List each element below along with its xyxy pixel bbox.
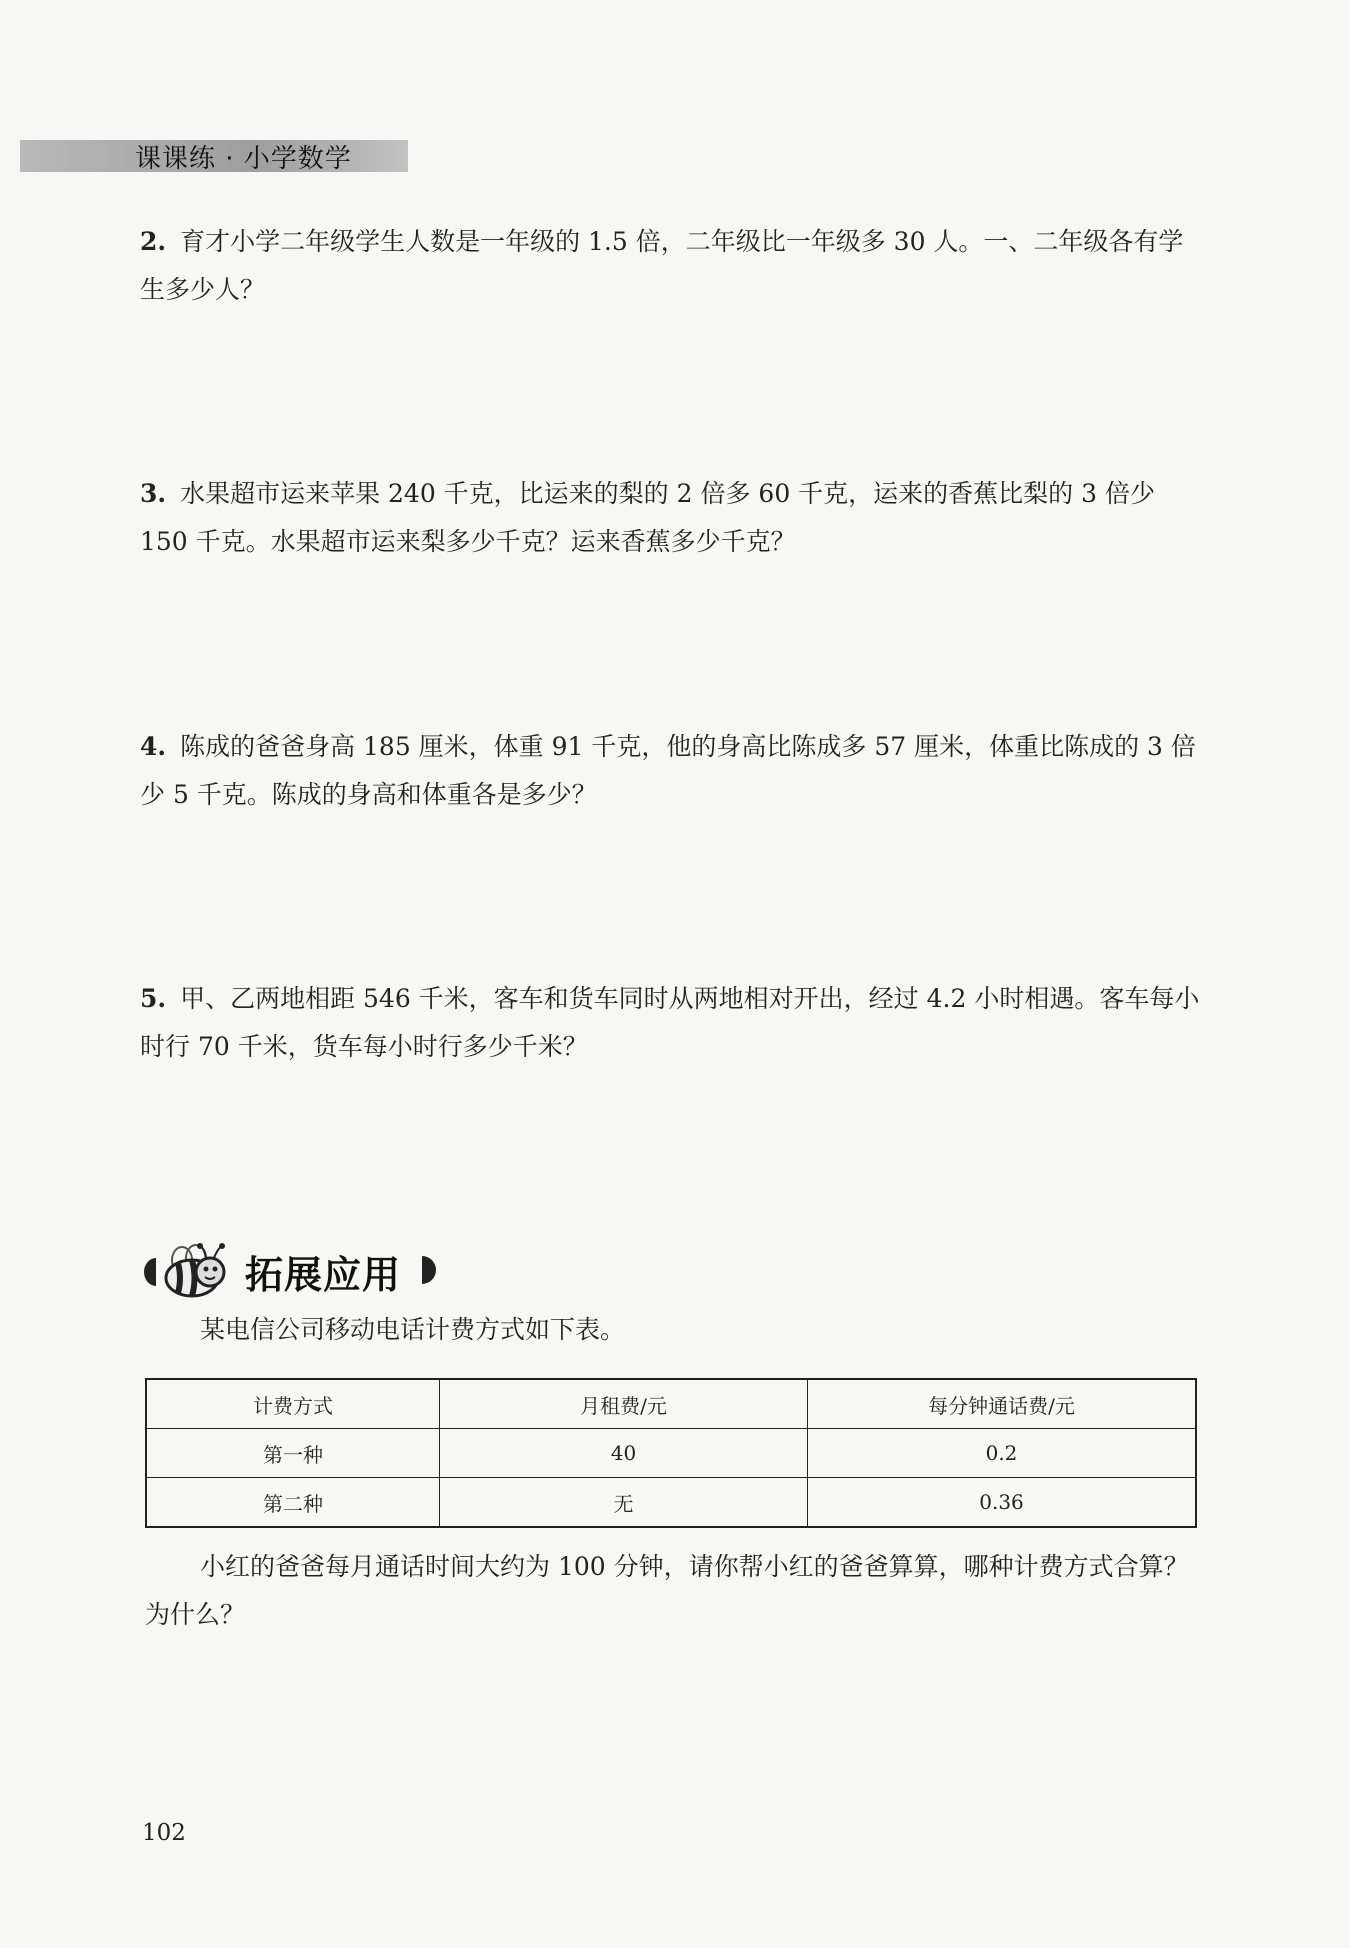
closing-question: 小红的爸爸每月通话时间大约为 100 分钟，请你帮小红的爸爸算算，哪种计费方式合算？为什么？ xyxy=(145,1552,1189,1629)
section-title-end-cap xyxy=(422,1256,436,1284)
question-3 xyxy=(140,470,1200,566)
section-intro: 某电信公司移动电话计费方式如下表。 xyxy=(200,1315,626,1344)
table-cell: 0.36 xyxy=(808,1478,1197,1528)
table-row xyxy=(146,1429,1196,1478)
question-number: 4. xyxy=(140,732,167,761)
fee-table xyxy=(145,1378,1197,1528)
bee-icon xyxy=(140,1238,240,1302)
section-title: 拓展应用 xyxy=(245,1253,402,1297)
table-cell: 40 xyxy=(440,1429,808,1478)
header-title: 课课练 · 小学数学 xyxy=(135,144,352,174)
table-header: 月租费/元 xyxy=(440,1379,808,1429)
question-number: 5. xyxy=(140,984,167,1013)
question-text: 水果超市运来苹果 240 千克，比运来的梨的 2 倍多 60 千克，运来的香蕉比梨的 3 倍少 150 千克。水果超市运来梨多少千克？运来香蕉多少千克？ xyxy=(140,479,1155,556)
table-header-row xyxy=(146,1379,1196,1429)
question-text: 陈成的爸爸身高 185 厘米，体重 91 千克，他的身高比陈成多 57 厘米，体重比陈成的 3 倍少 5 千克。陈成的身高和体重各是多少？ xyxy=(140,732,1196,809)
table-row xyxy=(146,1478,1196,1528)
table-header: 计费方式 xyxy=(146,1379,440,1429)
table-cell: 无 xyxy=(440,1478,808,1528)
table-cell: 第一种 xyxy=(146,1429,440,1478)
table-cell: 0.2 xyxy=(808,1429,1197,1478)
table-cell: 第二种 xyxy=(146,1478,440,1528)
page-number: 102 xyxy=(142,1820,186,1846)
question-4 xyxy=(140,723,1200,819)
question-number: 3. xyxy=(140,479,167,508)
question-text: 育才小学二年级学生人数是一年级的 1.5 倍，二年级比一年级多 30 人。一、二年级各有学生多少人？ xyxy=(140,227,1184,304)
question-text: 甲、乙两地相距 546 千米，客车和货车同时从两地相对开出，经过 4.2 小时相遇。客车每小时行 70 千米，货车每小时行多少千米？ xyxy=(140,984,1200,1061)
question-number: 2. xyxy=(140,227,167,256)
question-2 xyxy=(140,218,1200,314)
table-header: 每分钟通话费/元 xyxy=(808,1379,1197,1429)
question-5 xyxy=(140,975,1200,1071)
